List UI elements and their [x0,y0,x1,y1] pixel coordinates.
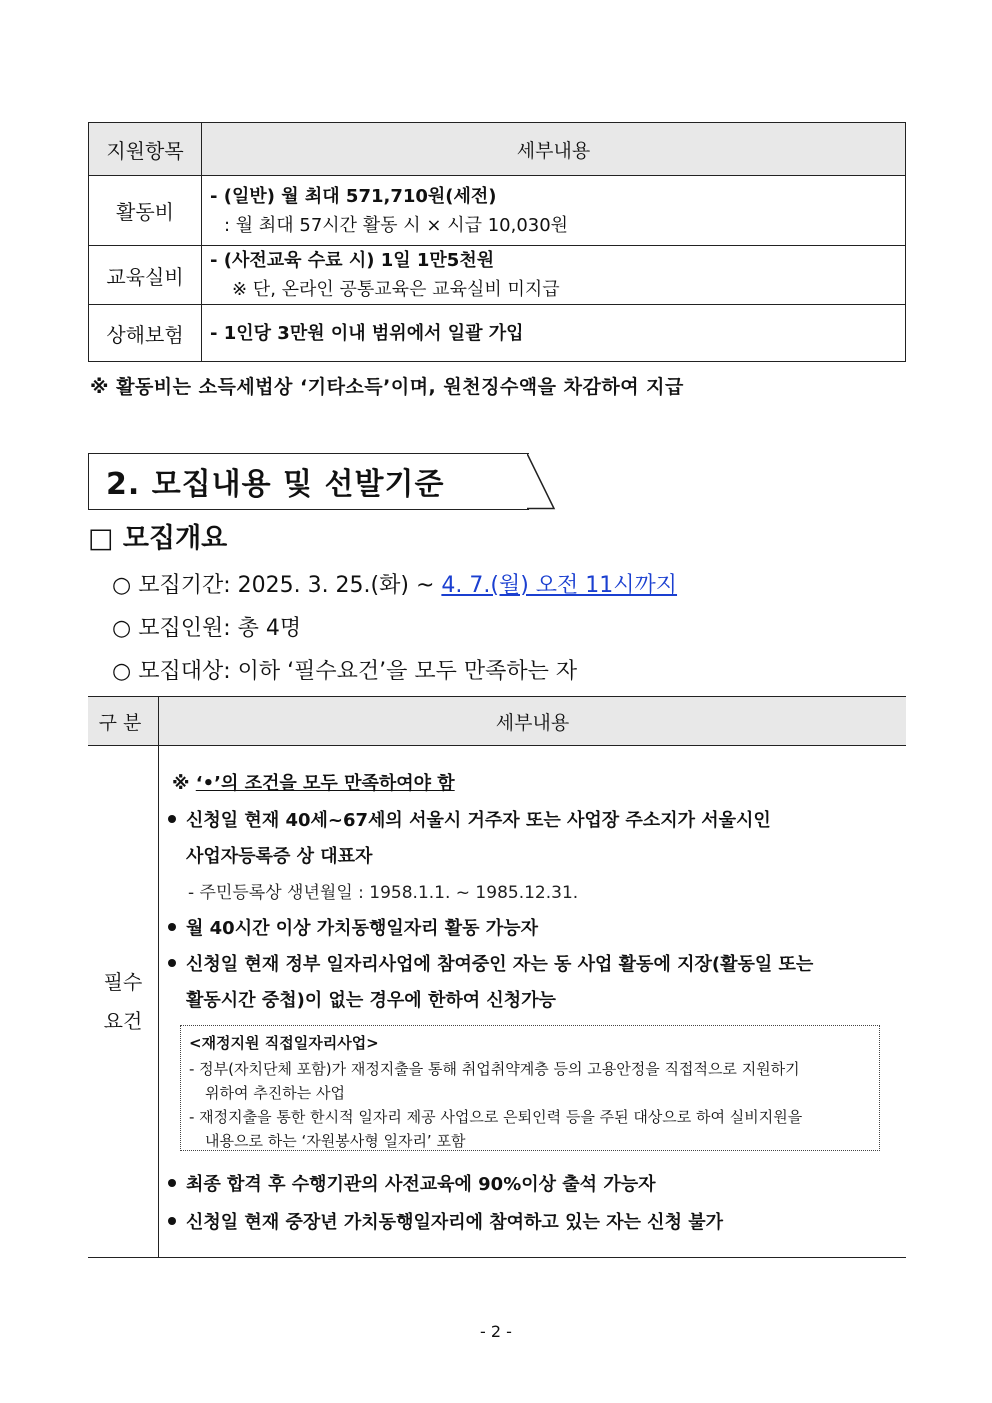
bullet-text: 신청일 현재 정부 일자리사업에 참여중인 자는 동 사업 활동에 지장(활동일 또는 [186,954,814,975]
bullet-item [168,950,813,976]
direct-job-program-box [180,1025,880,1151]
bullet-continuation: 활동시간 중첩)이 없는 경우에 한하여 신청가능 [186,990,556,1011]
bullet-icon [168,815,176,823]
subsection-title: □ 모집개요 [88,523,228,554]
page-number: - 2 - [480,1322,512,1341]
box-line: 위하여 추진하는 사업 [205,1084,345,1102]
recruit-target: ○ 모집대상: 이하 ‘필수요건’을 모두 만족하는 자 [112,659,578,684]
box-line: - 정부(자치단체 포함)가 재정지출을 통해 취업취약계층 등의 고용안정을 직접적으로 지원하기 [189,1060,800,1078]
payment-note: ※ 활동비는 소득세법상 ‘기타소득’이며, 원천징수액을 차감하여 지급 [90,376,684,398]
support-row-line: - (사전교육 수료 시) 1일 1만5천원 [210,250,495,271]
box-line: - 재정지출을 통한 한시적 일자리 제공 사업으로 은퇴인력 등을 주된 대상으로 하여 실비지원을 [189,1108,803,1126]
bullet-text: 월 40시간 이상 가치동행일자리 활동 가능자 [186,918,538,939]
requirements-header-category: 구분 [98,712,148,734]
bullet-text: 최종 합격 후 수행기관의 사전교육에 90%이상 출석 가능자 [186,1174,656,1195]
requirements-intro [172,769,455,795]
requirements-label-line2: 요건 [103,1009,143,1033]
bullet-icon [168,1179,176,1187]
bullet-icon [168,1217,176,1225]
support-header-item: 지원항목 [89,123,202,176]
support-table [88,122,906,362]
support-row-item: 교육실비 [89,246,202,305]
bullet-text: 신청일 현재 40세~67세의 서울시 거주자 또는 사업장 주소지가 서울시인 [186,810,771,831]
requirements-label-line1: 필수 [103,970,143,994]
bullet-icon [168,959,176,967]
support-row-line: - 1인당 3만원 이내 범위에서 일괄 가입 [210,322,524,344]
support-row-detail [202,305,906,362]
recruit-count: ○ 모집인원: 총 4명 [112,616,302,641]
bullet-item [168,806,771,832]
support-row-line: - (일반) 월 최대 571,710원(세전) [210,185,497,207]
requirements-table [88,696,906,1258]
support-row-item: 활동비 [89,176,202,246]
bullet-continuation: 사업자등록증 상 대표자 [186,846,373,867]
requirements-header-detail: 세부내용 [495,712,570,734]
column-divider [158,697,159,1257]
bullet-subnote: - 주민등록상 생년월일 : 1958.1.1. ~ 1985.12.31. [188,883,579,903]
support-row-subline: ※ 단, 온라인 공통교육은 교육실비 미지급 [232,279,560,300]
bullet-item [168,1170,655,1196]
recruit-period-deadline: 4. 7.(월) 오전 11시까지 [441,573,678,598]
recruit-period-label: ○ 모집기간: 2025. 3. 25.(화) ~ [112,573,442,598]
requirements-intro-text: ‘•’의 조건을 모두 만족하여야 함 [195,773,455,794]
support-row-subline: : 월 최대 57시간 활동 시 × 시급 10,030원 [224,214,569,236]
box-line: 내용으로 하는 ‘자원봉사형 일자리’ 포함 [205,1132,466,1150]
bullet-item [168,1208,723,1234]
recruit-period [112,568,677,599]
bullet-text: 신청일 현재 중장년 가치동행일자리에 참여하고 있는 자는 신청 불가 [186,1212,723,1233]
requirements-header [88,697,906,746]
reference-mark: ※ [172,773,196,794]
section-heading-corner [527,452,557,510]
support-header-detail: 세부내용 [202,123,906,176]
bullet-item [168,914,538,940]
support-row-item: 상해보험 [89,305,202,362]
support-row-detail [202,176,906,246]
box-title: <재정지원 직접일자리사업> [189,1034,379,1052]
section-title: 2. 모집내용 및 선발기준 [106,467,445,502]
bullet-icon [168,923,176,931]
support-row-detail [202,246,906,305]
